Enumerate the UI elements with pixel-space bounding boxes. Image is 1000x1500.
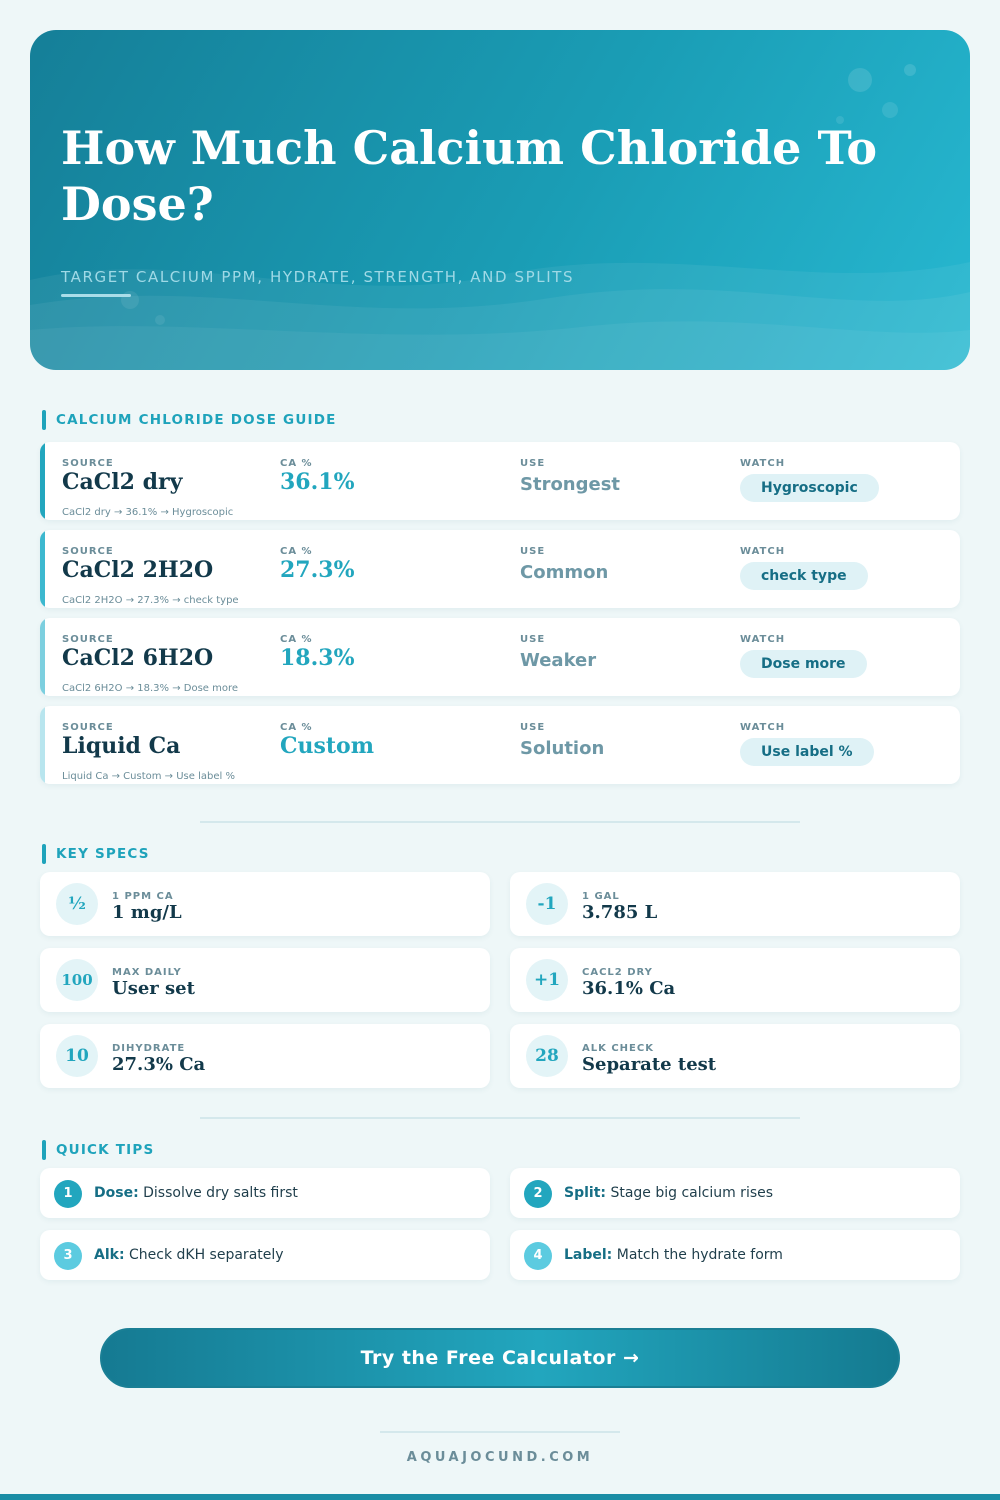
spec-card — [510, 872, 960, 936]
ca-percent: Custom — [280, 733, 375, 759]
spec-value: 1 mg/L — [112, 902, 182, 923]
source-label: SOURCE — [62, 458, 114, 469]
ca-percent: 36.1% — [280, 469, 355, 495]
spec-value: 27.3% Ca — [112, 1054, 206, 1075]
spec-label: DIHYDRATE — [112, 1043, 186, 1054]
row-accent-bar — [40, 530, 45, 608]
spec-badge: +1 — [526, 959, 568, 1001]
tip-body: Check dKH separately — [124, 1247, 284, 1263]
guide-row — [40, 442, 960, 520]
spec-card — [510, 948, 960, 1012]
watch-badge: Dose more — [740, 650, 867, 678]
spec-label: ALK CHECK — [582, 1043, 654, 1054]
source-label: SOURCE — [62, 722, 114, 733]
use-value: Strongest — [520, 474, 621, 495]
row-caption: Liquid Ca → Custom → Use label % — [62, 771, 235, 782]
guide-row — [40, 706, 960, 784]
row-caption: CaCl2 dry → 36.1% → Hygroscopic — [62, 507, 234, 518]
footer-divider — [380, 1431, 620, 1433]
footer-site-link[interactable]: AQUAJOCUND.COM — [406, 1450, 594, 1465]
spec-card — [510, 1024, 960, 1088]
tip-body: Stage big calcium rises — [606, 1185, 774, 1201]
use-label: USE — [520, 722, 546, 733]
watch-badge: Hygroscopic — [740, 474, 879, 502]
tip-number: 3 — [54, 1242, 82, 1270]
page-title: How Much Calcium Chloride To Dose? — [61, 121, 878, 231]
ca-label: CA % — [280, 634, 313, 645]
spec-value: 3.785 L — [582, 902, 658, 923]
spec-badge: 10 — [56, 1035, 98, 1077]
calculator-cta-button[interactable]: Try the Free Calculator → — [100, 1328, 900, 1388]
watch-badge: Use label % — [740, 738, 874, 766]
section-heading-tips: QUICK TIPS — [42, 1140, 154, 1160]
tip-number: 4 — [524, 1242, 552, 1270]
use-value: Weaker — [520, 650, 597, 671]
source-label: SOURCE — [62, 634, 114, 645]
title-underline — [61, 294, 131, 297]
section-heading-specs: KEY SPECS — [42, 844, 150, 864]
source-name: Liquid Ca — [62, 733, 181, 759]
tip-body: Match the hydrate form — [612, 1247, 783, 1263]
use-label: USE — [520, 458, 546, 469]
tip-text — [564, 1185, 773, 1201]
use-value: Common — [520, 562, 609, 583]
spec-card — [40, 1024, 490, 1088]
spec-card — [40, 948, 490, 1012]
tip-text — [564, 1247, 783, 1263]
section-divider — [200, 821, 800, 823]
spec-badge: -1 — [526, 883, 568, 925]
watch-label: WATCH — [740, 546, 786, 557]
hero-banner — [30, 30, 970, 370]
row-accent-bar — [40, 706, 45, 784]
spec-badge: 100 — [56, 959, 98, 1001]
row-accent-bar — [40, 442, 45, 520]
guide-row — [40, 618, 960, 696]
tip-text — [94, 1247, 284, 1263]
spec-badge: ½ — [56, 883, 98, 925]
source-name: CaCl2 dry — [62, 469, 183, 495]
ca-label: CA % — [280, 458, 313, 469]
row-accent-bar — [40, 618, 45, 696]
section-divider — [200, 1117, 800, 1119]
source-name: CaCl2 6H2O — [62, 645, 214, 671]
spec-label: MAX DAILY — [112, 967, 182, 978]
use-value: Solution — [520, 738, 605, 759]
watch-label: WATCH — [740, 634, 786, 645]
tip-body: Dissolve dry salts first — [138, 1185, 298, 1201]
ca-label: CA % — [280, 722, 313, 733]
use-label: USE — [520, 634, 546, 645]
tip-title: Label: — [564, 1247, 613, 1263]
row-caption: CaCl2 6H2O → 18.3% → Dose more — [62, 683, 239, 694]
tip-card — [40, 1168, 490, 1218]
section-heading-guide: CALCIUM CHLORIDE DOSE GUIDE — [42, 410, 337, 430]
bottom-accent-bar — [0, 1494, 1000, 1500]
watch-label: WATCH — [740, 722, 786, 733]
row-caption: CaCl2 2H2O → 27.3% → check type — [62, 595, 239, 606]
spec-card — [40, 872, 490, 936]
tip-number: 1 — [54, 1180, 82, 1208]
watch-badge: check type — [740, 562, 868, 590]
watch-label: WATCH — [740, 458, 786, 469]
spec-label: 1 GAL — [582, 891, 620, 902]
spec-badge: 28 — [526, 1035, 568, 1077]
spec-value: Separate test — [582, 1054, 717, 1075]
tip-card — [40, 1230, 490, 1280]
source-label: SOURCE — [62, 546, 114, 557]
ca-percent: 18.3% — [280, 645, 355, 671]
spec-label: CACL2 DRY — [582, 967, 653, 978]
source-name: CaCl2 2H2O — [62, 557, 214, 583]
page-subtitle: TARGET CALCIUM PPM, HYDRATE, STRENGTH, AND SPLITS — [61, 268, 575, 286]
tip-title: Split: — [564, 1185, 606, 1201]
tip-card — [510, 1230, 960, 1280]
ca-label: CA % — [280, 546, 313, 557]
tip-text — [94, 1185, 298, 1201]
spec-value: User set — [112, 978, 195, 999]
tip-title: Dose: — [94, 1185, 139, 1201]
spec-value: 36.1% Ca — [582, 978, 676, 999]
tip-number: 2 — [524, 1180, 552, 1208]
spec-label: 1 PPM CA — [112, 891, 174, 902]
tip-title: Alk: — [94, 1247, 125, 1263]
tip-card — [510, 1168, 960, 1218]
guide-row — [40, 530, 960, 608]
ca-percent: 27.3% — [280, 557, 355, 583]
use-label: USE — [520, 546, 546, 557]
